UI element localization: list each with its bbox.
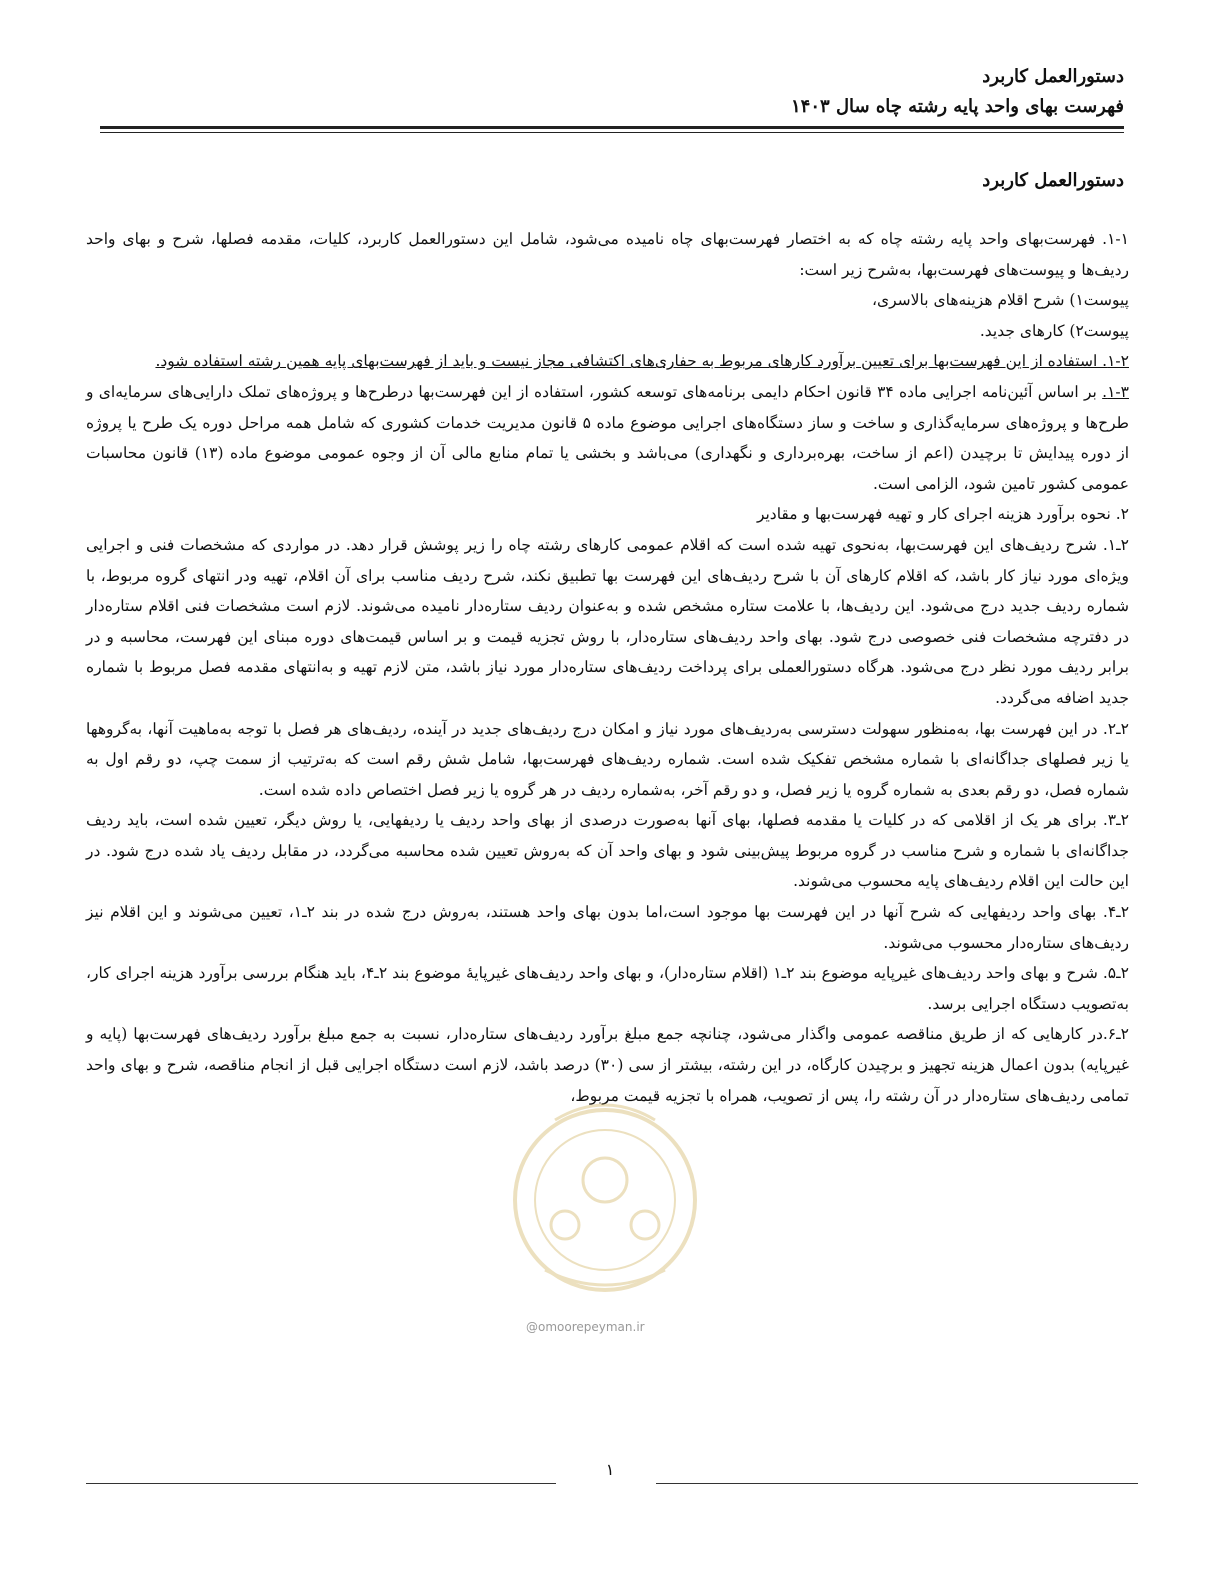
paragraph-2-4: ۲ـ۴. بهای واحد ردیفهایی که شرح آنها در این فهرست بها موجود است،اما بدون بهای واحد هستند، به‌روش درج شده در بند ۲ـ۱، تعیین می‌شوند و این اقلام نیز ردیف‌های ستاره‌دار محسوب می‌شوند. (86, 903, 1130, 952)
watermark-url: @omoorepeyman.ir (526, 1320, 645, 1334)
header-rule-thick (100, 126, 1124, 129)
page-number: ۱ (605, 1460, 615, 1479)
footer-rule-left (86, 1483, 556, 1484)
paragraph-1-3-number: ۱-۳. (1102, 382, 1129, 401)
header-title: دستورالعمل کاربرد (982, 66, 1124, 87)
paragraph-appendix-2: پیوست۲) کارهای جدید. (979, 321, 1129, 340)
page-header (100, 62, 1124, 122)
paragraph-2-3: ۲ـ۳. برای هر یک از اقلامی که در کلیات یا مقدمه فصلها، بهای آنها به‌صورت درصدی از بهای واحد ردیف یا ردیفهایی، یا روش دیگر، تعیین شده است، باید ردیف جداگانه‌ای با شماره و شرح مناسب در گروه مربوط پیش‌بینی شود و بهای واحد آن که به‌روش تعیین شده محاسبه می‌گردد، در مقابل ردیف یاد شده درج شود. در این حالت این اقلام ردیف‌های پایه محسوب می‌شوند. (86, 811, 1129, 891)
watermark-seal-icon (505, 1030, 705, 1330)
section-title: دستورالعمل کاربرد (982, 170, 1124, 191)
document-body (86, 224, 1129, 1111)
footer-rule-right (656, 1483, 1138, 1484)
paragraph-1-1: ۱-۱. فهرست‌بهای واحد پایه رشته چاه که به اختصار فهرست‌بهای چاه نامیده می‌شود، شامل این دستورالعمل کاربرد، کلیات، مقدمه فصلها، شرح و بهای واحد ردیف‌ها و پیوست‌های فهرست‌بها، به‌شرح زیر است: (86, 230, 1129, 279)
paragraph-2-heading: ۲. نحوه برآورد هزینه اجرای کار و تهیه فهرست‌بها و مقادیر (756, 505, 1129, 524)
header-subtitle: فهرست بهای واحد پایه رشته چاه سال ۱۴۰۳ (791, 96, 1124, 117)
paragraph-2-1: ۲ـ۱. شرح ردیف‌های این فهرست‌بها، به‌نحوی تهیه شده است که اقلام عمومی کارهای رشته چاه را زیر پوشش قرار دهد. در مواردی که مشخصات فنی و اجرایی ویژه‌ای مورد نیاز کار باشد، که اقلام کارهای آن با شرح ردیف‌های این فهرست بها تطبیق نکند، شرح ردیف مناسب برای آن اقلام، تهیه ودر انتهای گروه مربوط، با شماره ردیف جدید درج می‌شود. این ردیف‌ها، با علامت ستاره مشخص شده و به‌عنوان ردیف ستاره‌دار نامیده می‌شوند. لازم است مشخصات فنی اقلام ستاره‌دار در دفترچه مشخصات فنی خصوصی درج شود. بهای واحد ردیف‌های ستاره‌دار، با روش تجزیه قیمت و بر اساس قیمت‌های دوره مبنای این فهرست، محاسبه و در برابر ردیف مورد نظر درج می‌شود. هرگاه دستورالعملی برای پرداخت ردیف‌های ستاره‌دار مورد نیاز باشد، متن لازم تهیه و به‌انتهای مقدمه فصل مربوط با شماره جدید اضافه می‌گردد. (86, 535, 1129, 707)
paragraph-2-5: ۲ـ۵. شرح و بهای واحد ردیف‌های غیرپایه موضوع بند ۲ـ۱ (اقلام ستاره‌دار)، و بهای واحد ردیف‌های غیرپایهٔ موضوع بند ۲ـ۴، باید هنگام بررسی برآورد هزینه اجرای کار، به‌تصویب دستگاه اجرایی برسد. (86, 964, 1129, 1013)
paragraph-1-3-text: بر اساس آئین‌نامه اجرایی ماده ۳۴ قانون احکام دایمی برنامه‌های توسعه کشور، استفاده از این فهرست‌بها درطرح‌ها و پروژه‌های تملک دارایی‌های سرمایه‌ای و طرح‌ها و پروژه‌های سرمایه‌گذاری و ساخت و ساز دستگاه‌های اجرایی موضوع ماده ۵ قانون مدیریت خدمات کشوری که شامل همه مراحل دوره یک طرح یا پروژه از دوره پیدایش تا برچیدن (اعم از ساخت، بهره‌برداری و نگهداری) می‌باشد و بخشی یا تمام منابع مالی آن از وجوه عمومی موضوع ماده (۱۳) قانون محاسبات عمومی کشور تامین شود، الزامی است. (86, 382, 1130, 493)
header-rule-thin (100, 132, 1124, 133)
paragraph-1-2: ۱-۲. استفاده از این فهرست‌بها برای تعیین برآورد کارهای مربوط به حفاری‌های اکتشافی مجاز نیست و باید از فهرست‌بهای پایه همین رشته استفاده شود. (155, 352, 1129, 371)
paragraph-appendix-1: پیوست۱) شرح اقلام هزینه‌های بالاسری، (871, 291, 1129, 310)
paragraph-1-3 (86, 377, 1129, 499)
paragraph-2-2: ۲ـ۲. در این فهرست بها، به‌منظور سهولت دسترسی به‌ردیف‌های مورد نیاز و امکان درج ردیف‌های جدید در آینده، ردیف‌های هر فصل با توجه به‌ماهیت آنها، به‌گروهها یا زیر فصلهای جداگانه‌ای با شماره مشخص تفکیک شده است. شماره ردیف‌های فهرست‌بها، شامل شش رقم است که به‌ترتیب از سمت چپ، دو رقم اول به شماره فصل، دو رقم بعدی به شماره گروه یا زیر فصل، و دو رقم آخر، به‌شماره ردیف در هر گروه یا زیر فصل اختصاص داده شده است. (86, 719, 1129, 799)
paragraph-2-6: ۲ـ۶.در کارهایی که از طریق مناقصه عمومی واگذار می‌شود، چنانچه جمع مبلغ برآورد ردیف‌های ستاره‌دار، نسبت به جمع مبلغ برآورد ردیف‌های فهرست‌بها (پایه و غیرپایه) بدون اعمال هزینه تجهیز و برچیدن کارگاه، در این رشته، بیشتر از سی (۳۰) درصد باشد، لازم است دستگاه اجرایی قبل از انجام مناقصه، شرح و بهای واحد تمامی ردیف‌های ستاره‌دار در آن رشته را، پس از تصویب، همراه با تجزیه قیمت مربوط، (86, 1025, 1129, 1105)
